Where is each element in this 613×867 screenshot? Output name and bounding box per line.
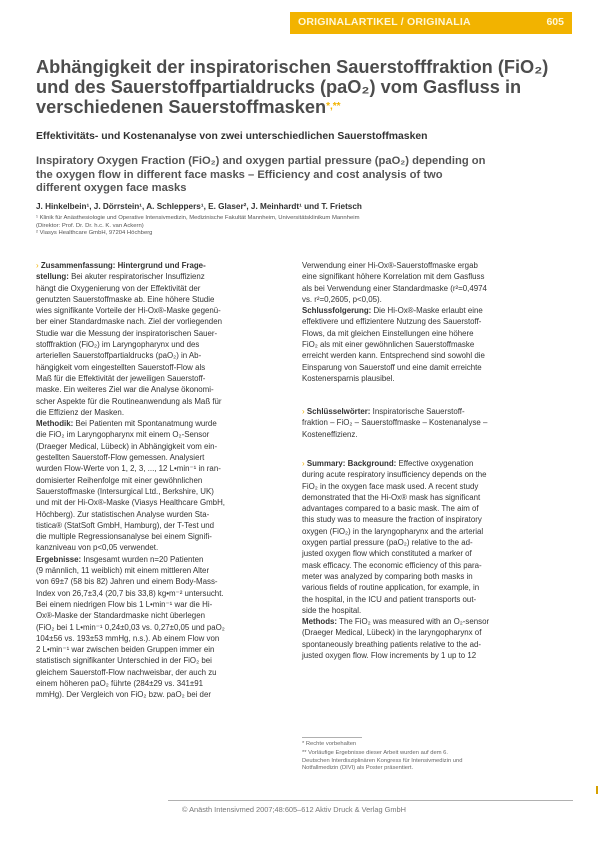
abstract-line: Kostenersparnis plausibel. xyxy=(302,373,395,383)
summary-line: oxygen (FiO₂) in the laryngopharynx and the arterial xyxy=(302,526,484,536)
abstract-line: gleichem Sauerstoff-Flow nachweisbar, der auch zu xyxy=(36,667,217,677)
conclusion-heading: Schlussfolgerung: xyxy=(302,306,372,316)
abstract-line: effektivere und effizientere Nutzung des Sauerstoff- xyxy=(302,317,482,327)
keywords-line xyxy=(302,406,572,417)
summary-heading: Summary: xyxy=(306,459,346,468)
abstract-line: erreicht werden kann. Entsprechend sind sowohl die xyxy=(302,351,485,361)
title-line: Abhängigkeit der inspiratorischen Sauerstofffraktion (FiO₂) xyxy=(36,57,549,77)
abstract-line: scher Aspekte für die Routineanwendung als Maß für xyxy=(36,396,222,406)
english-title-line: the oxygen flow in different face masks – Efficiency and cost analysis of two xyxy=(36,168,443,181)
abstract-line: maske. Ein weiteres Ziel war die Analyse ökonomi- xyxy=(36,385,214,395)
abstract-line: mmHg). Der Vergleich von FiO₂ bzw. paO₂ bei der xyxy=(36,690,211,700)
abstract-line xyxy=(36,271,290,282)
page-edge-mark xyxy=(596,786,598,794)
keywords-block xyxy=(302,406,572,440)
abstract-line: (Draeger Medical, Lübeck) in Abhängigkeit vom ein- xyxy=(36,441,218,451)
abstract-line: genutzten Sauerstoffmaske ab. Eine höhere Studie xyxy=(36,294,215,304)
title-footnote-mark: *,** xyxy=(326,101,341,112)
abstract-line xyxy=(36,554,290,565)
abstract-line: hängt die Oxygenierung von der Effektivität der xyxy=(36,283,201,293)
footnote: Notfallmedizin (DIVI) als Poster präsentiert. xyxy=(302,765,414,771)
abstract-line: Maß für die Effektivität der jeweiligen Sauerstoff- xyxy=(36,373,206,383)
abstract-line xyxy=(302,305,572,316)
abstract-line: wurden Flow-Werte von 1, 2, 3, ..., 12 L•min⁻¹ in ran- xyxy=(36,464,221,474)
english-title-line: different oxygen face masks xyxy=(36,182,187,194)
footnote: * Rechte vorbehalten xyxy=(302,741,357,747)
page-footer: © Anästh Intensivmed 2007;48:605–612 Aktiv Druck & Verlag GmbH xyxy=(182,805,407,814)
abstract-text: Die Hi-Ox®-Maske erlaubt eine xyxy=(373,306,483,316)
abstract-line: domisierter Reihenfolge mit einer gewöhnlichen xyxy=(36,475,203,485)
abstract-line: vs. r²=0,2605, p<0,05). xyxy=(302,294,382,304)
abstract-line: statistisch signifikanter Unterschied in der FiO₂ bei xyxy=(36,656,212,666)
abstract-line: Einsparung von Sauerstoff und eine damit erreichte xyxy=(302,362,482,372)
abstract-line: kanzniveau von p<0,05 verwendet. xyxy=(36,543,159,553)
abstract-line: arteriellen Sauerstoffpartialdrucks (paO₂) in Ab- xyxy=(36,351,202,361)
summary-line: this study was to measure the fraction of inspiratory xyxy=(302,515,482,525)
footnote: Deutschen Interdisziplinären Kongress für Intensivmedizin und xyxy=(302,757,463,764)
footer-divider xyxy=(168,800,573,801)
summary-line xyxy=(302,458,572,469)
abstract-line: Bei einem niedrigen Flow bis 1 L•min⁻¹ war die Hi- xyxy=(36,599,213,609)
abstract-line: die FiO₂ im Laryngopharynx mit einem O₂-Sensor xyxy=(36,430,210,440)
english-title-line: Inspiratory Oxygen Fraction (FiO₂) and oxygen partial pressure (paO₂) depending on xyxy=(36,155,486,167)
title-line-text: verschiedenen Sauerstoffmasken xyxy=(36,97,327,117)
abstract-line: wies signifikante Vorteile der Hi-Ox®-Maske gegenü- xyxy=(36,306,221,316)
abstract-line: und mit der Hi-Ox®-Maske (Viasys Healthcare GmbH, xyxy=(36,498,225,508)
section-label: ORIGINALARTIKEL / ORIGINALIA xyxy=(298,16,471,28)
abstract-text: Insgesamt wurden n=20 Patienten xyxy=(83,554,204,564)
affiliation: ¹ Klinik für Anästhesiologie und Operative Intensivmedizin, Medizinische Fakultät Mannheim, Universitätsklinikum Mannheim xyxy=(36,215,360,221)
section-bullet: › xyxy=(302,407,305,416)
abstract-line: 104±56 vs. 193±53 mmHg, n.s.). Ab einem Flow von xyxy=(36,633,220,643)
summary-line: side the hospital. xyxy=(302,605,362,615)
summary-line: demonstrated that the Hi-Ox® mask has significant xyxy=(302,492,481,502)
article-subtitle: Effektivitäts- und Kostenanalyse von zwei unterschiedlichen Sauerstoffmasken xyxy=(36,131,428,142)
abstract-line: stofffraktion (FiO₂) im Laryngopharynx und des xyxy=(36,340,200,350)
summary-text: Effective oxygenation xyxy=(398,459,474,468)
keywords-line: fraktion – FiO₂ – Sauerstoffmaske – Kostenanalyse – xyxy=(302,418,488,428)
article-title xyxy=(36,57,556,117)
summary-line: mask efficacy. The economic efficiency of this para- xyxy=(302,560,482,570)
footnote: ** Vorläufige Ergebnisse dieser Arbeit wurden auf dem 6. xyxy=(302,750,448,756)
summary-line: advantages compared to a basic mask. The aim of xyxy=(302,504,479,514)
abstract-line: gestellten Sauerstoff-Flow gemessen. Analysiert xyxy=(36,453,205,463)
summary-line: the hospital, in the ICU and patient transports out- xyxy=(302,594,477,604)
summary-line: oxygen partial pressure (paO₂) relative to the ad- xyxy=(302,538,473,548)
keywords-line: Kosteneffizienz. xyxy=(302,429,358,439)
keywords-heading: Schlüsselwörter: xyxy=(306,407,371,416)
summary-line: meter was analyzed by comparing both masks in xyxy=(302,571,473,581)
abstract-line: Index von 26,7±3,4 (20,7 bis 33,8) kg•m⁻² untersucht. xyxy=(36,588,224,598)
abstract-line: (FiO₂ bei 1 L•min⁻¹ 0,24±0,03 vs. 0,27±0,05 und paO₂ xyxy=(36,622,225,632)
abstract-line: Verwendung einer Hi-Ox®-Sauerstoffmaske ergab xyxy=(302,261,478,270)
abstract-text: Bei Patienten mit Spontanatmung wurde xyxy=(75,419,217,429)
abstract-line xyxy=(36,260,290,271)
english-title xyxy=(36,155,536,196)
abstract-heading: Zusammenfassung: xyxy=(40,261,116,270)
summary-line: during acute respiratory insufficiency depends on the xyxy=(302,470,487,480)
abstract-line: die multiple Regressionsanalyse bei einem Signifi- xyxy=(36,532,212,542)
author-list: J. Hinkelbein¹, J. Dörrstein¹, A. Schleppers¹, E. Glaser², J. Meinhardt¹ und T. Frietsch xyxy=(36,202,362,211)
abstract-line: ber einer Standardmaske nach. Ziel der vorliegenden xyxy=(36,317,222,327)
summary-line: justed oxygen flow which constituted a marker of xyxy=(302,549,472,559)
background-heading-en: Background: xyxy=(347,459,397,468)
abstract-line: FiO₂ als mit einer gewöhnlichen Sauerstoffmaske xyxy=(302,340,475,350)
summary-line: various fields of routine application, for example, in xyxy=(302,583,480,593)
abstract-line: 2 L•min⁻¹ war zwischen beiden Gruppen immer ein xyxy=(36,645,215,655)
methods-heading: Methodik: xyxy=(36,419,74,429)
page-number: 605 xyxy=(546,16,564,28)
abstract-line: einem höheren paO₂ führte (284±29 vs. 341±91 xyxy=(36,678,204,688)
abstract-line: (9 männlich, 11 weiblich) mit einem mittleren Alter xyxy=(36,566,210,576)
summary-line: FiO₂ in the oxygen face mask used. A recent study xyxy=(302,481,479,491)
abstract-line: Studie war die Messung der inspiratorischen Sauer- xyxy=(36,328,218,338)
summary-line xyxy=(302,616,572,627)
section-bullet: › xyxy=(36,261,39,270)
section-header-bar xyxy=(290,12,572,34)
results-heading: Ergebnisse: xyxy=(36,554,82,564)
abstract-line: tistica® (StatSoft GmbH, Hamburg), der T-Test und xyxy=(36,520,215,530)
footnote-divider xyxy=(302,737,362,738)
background-heading: Hintergrund und Frage- xyxy=(117,261,206,270)
section-bullet: › xyxy=(302,459,305,468)
abstract-right-column xyxy=(302,260,572,384)
summary-line: spontaneously breathing patients relative to the ad- xyxy=(302,639,481,649)
abstract-line: Höchberg). Zur statistischen Analyse wurden Sta- xyxy=(36,509,210,519)
summary-line: justed oxygen flow. Flow increments by 1 up to 12 xyxy=(302,651,477,661)
background-heading-cont: stellung: xyxy=(36,272,69,282)
affiliation: ² Viasys Healthcare GmbH, 97204 Höchberg xyxy=(36,230,153,236)
affiliation: (Direktor: Prof. Dr. Dr. h.c. K. van Ackern) xyxy=(36,222,144,229)
abstract-line: Sauerstoffmaske (Intersurgical Ltd., Berkshire, UK) xyxy=(36,486,214,496)
abstract-line: als bei Verwendung einer Standardmaske (r²=0,4974 xyxy=(302,283,487,293)
abstract-line: Ox®-Maske der Standardmaske nicht überlegen xyxy=(36,611,205,621)
abstract-line: hängigkeit vom eingestellten Sauerstoff-Flow als xyxy=(36,362,206,372)
keywords-text: Inspiratorische Sauerstoff- xyxy=(372,407,465,416)
summary-line: (Draeger Medical, Lübeck) in the laryngopharynx of xyxy=(302,628,482,638)
methods-heading-en: Methods: xyxy=(302,617,338,627)
summary-text: The FiO₂ was measured with an O₂-sensor xyxy=(339,617,490,627)
summary-block xyxy=(302,458,572,661)
abstract-german-column xyxy=(36,260,290,701)
abstract-text: Bei akuter respiratorischer Insuffizienz xyxy=(71,272,205,282)
abstract-line: von 69±7 (58 bis 82) Jahren und einem Body-Mass- xyxy=(36,577,218,587)
title-line xyxy=(36,97,556,117)
title-line: und des Sauerstoffpartialdrucks (paO₂) vom Gasfluss in xyxy=(36,77,522,97)
abstract-line xyxy=(36,418,290,429)
abstract-line: eine signifikant höhere Korrelation mit dem Gasfluss xyxy=(302,272,485,282)
abstract-line: die Effizienz der Masken. xyxy=(36,407,125,417)
abstract-line: Flows, da mit gleichen Einstellungen eine höhere xyxy=(302,328,474,338)
